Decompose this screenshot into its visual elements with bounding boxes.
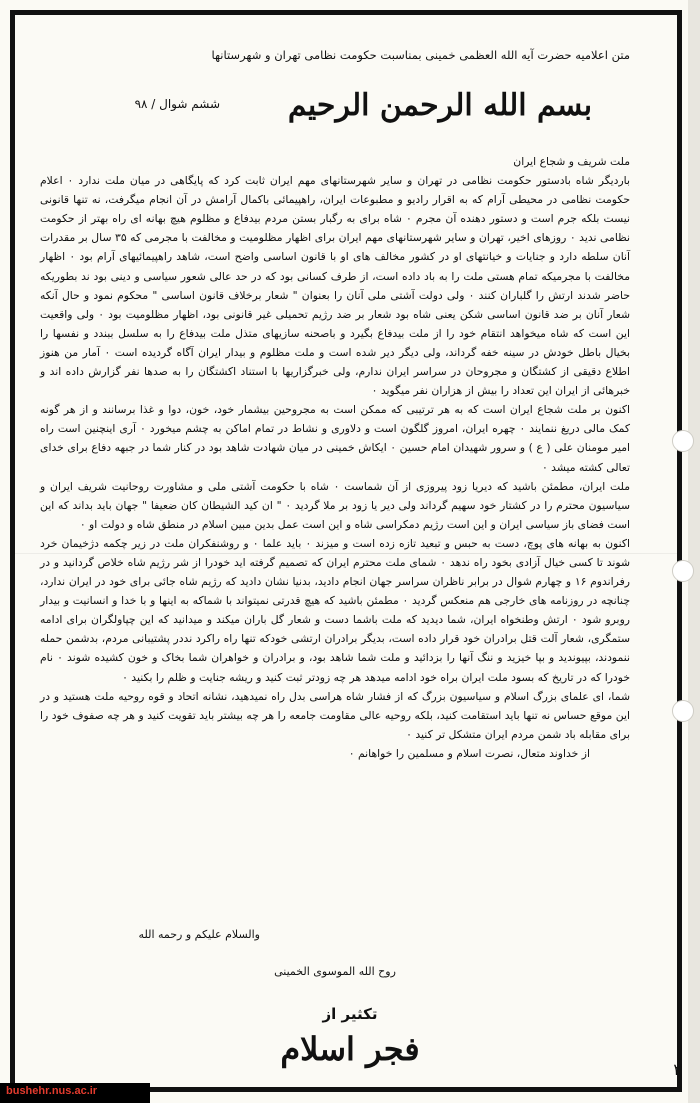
document-header: متن اعلامیه حضرت آیه الله العظمی خمینی بمناسبت حکومت نظامی تهران و شهرستانها (211, 48, 630, 62)
punch-hole (672, 700, 694, 722)
body-paragraph: اکنون به بهانه های پوچ، دست به حبس و تبعید تازه زده است و میزند ۰ باید علما ۰ و روشنفکران ملت در زیر چکمه دژخیمان خرد شوند تا کسی خیال آزادی بخود راه ندهد ۰ شمای ملت محترم ایران که تصمیم گرفته اید خودرا از شر رژیم شاه خلاص گردانید و در رفراندوم ۱۶ و چهارم شوال در برابر ناظران سراسر جهان انجام دادید، بدنیا نشان دادید که رژیم شاه جائی برای خود در ایران ندارد، چنانچه در روزنامه های خارجی هم منعکس گردید ۰ مطمئن باشید که هیچ قدرتی نمیتواند با شماکه به اینها و با خدا و انسانیت و بیدار روبرو شود ۰ ارتش وطنخواه ایران، شما دیدید که ملت باشما دست و شعار گل باران میکند و میدانید که این چپاولگران برای ادامه ستمگری، شعار آلت قتل برادران خود قرار داده است، بدیگر برادران ارتشی خودکه تنها راه راکرد نددر پشتیبانی مردم، بدشمن حمله ننمودند، بپیوندید و بپا خیزید و ننگ آنها را بزدائید و ملت شما شاهد بود، و برادران و خواهران شما بخاک و خون کشیده شوند ۰ نام خودرا که در تاریخ که بسود ملت ایران براه خود ادامه میدهد هر چه زودتر ثبت کنید و ریشه جنایت و ظلم را بکنید ۰ (40, 536, 631, 684)
paragraph-address: ملت شریف و شجاع ایران (513, 155, 630, 168)
document-body (40, 152, 630, 763)
closing-greeting: والسلام علیکم و رحمه الله (138, 928, 260, 941)
watermark-badge (0, 1083, 150, 1103)
body-paragraph: باردیگر شاه بادستور حکومت نظامی در تهران و سایر شهرستانهای مهم ایران ثابت کرد که پایگاهی در میان ملت ندارد ۰ اعلام حکومت نظامی در محیطی آرام که به اقرار رادیو و مطبوعات ایران، راهپیمائی باکمال آرامش در آن انجام میگرفت، نه تنها قانونی نیست بلکه جرم است و دستور دهنده آن مجرم ۰ شاه برای به رگبار بستن مردم بیدفاع و مظلوم هیچ بهانه ای راه بهتر از حکومت نظامی ندید ۰ روزهای اخیر، تهران و سایر شهرستانهای مهم ایران برای اظهار مظلومیت و مخالفت با مجرمی که ۳۵ سال بر مقدرات آنان سلطه دارد و جنایات و خیانتهای او در کشور مخالف های او با قانون اساسی واضح است، شاهد راهپیمائیهای آرام بود ۰ اظهار مخالفت با مجرمیکه تمام هستی ملت را به باد داده است، از طرف کسانی بود که در حد عالی شعور سیاسی و دینی بود ند بطوریکه حاضر شدند ارتش را گلباران کنند ۰ ولی دولت آشتی ملی آنان را بعنوان " شعار برخلاف قانون اساسی " محکوم نمود و حال آنکه شعار آنان بر ضد قانون اساسی شکن یعنی شاه بود شعار بر ضد رژیم تحمیلی غیر قانونی بود، اظهار مظلومیت بود ۰ ولی واقعیت این است که شاه میخواهد انتقام خود را از ملت بیدفاع بگیرد و باصحنه سازیهای متذل ملت بیدفاع را به سلسل ببندد و نفسها را بخیال باطل خودش در سینه خفه گرداند، ولی دیگر دیر شده است و ملت مظلوم و بیدار ایران آگاه گردیده است ۰ آمار من هنوز اطلاع دقیقی از کشتگان و مجروحان در سراسر ایران ندارم، ولی خبرگزاریها با استناد اکشتگان را به صدها نفر گزارش داده اند و خبرهائی از ایران این تعداد را بیش از هزاران نفر میگوید ۰ (40, 174, 631, 398)
signature-name: روح الله الموسوی الخمینی (274, 965, 396, 978)
page-number: ۳ (673, 1060, 682, 1079)
punch-hole (672, 560, 694, 582)
paper-edge (688, 0, 700, 1103)
body-paragraph: شما، ای علمای بزرگ اسلام و سیاسیون بزرگ که از فشار شاه هراسی بدل راه نمیدهید، نشانه اتحاد و قوه روحیه ملت هستید و در این موقع حساس نه تنها باید استقامت کنید، بلکه روحیه عالی مقاومت جامعه را هر چه بیشتر باید تقویت کنید و هر چه صفوف خود را برای مقابله باد شمن مردم ایران متشکل تر کنید ۰ (40, 689, 630, 741)
body-paragraph: ملت ایران، مطمئن باشید که دیریا زود پیروزی از آن شماست ۰ شاه با حکومت آشتی ملی و مشاورت روحانیت شریف ایران و سیاسیون محترم را در کشتار خود سهیم گرداند ولی دیر یا زود بر ملا گردید ۰ " ان کید الشیطان کان ضعیفا " جهان باید بداند که این است فضای باز سیاسی ایران و این است رژیم دمکراسی شاه و این است عمل بدین مبین اسلام در منطق شاه و دولت او ۰ (40, 479, 630, 531)
publisher-name: فجر اسلام (280, 1030, 420, 1068)
body-paragraph: اکنون بر ملت شجاع ایران است که به هر ترتیبی که ممکن است به مجروحین بیشمار خود، خون، دوا و غذا برسانند و از هر گونه کمک مالی دریغ ننمایند ۰ چهره ایران، امروز گلگون است و دلاوری و نشاط در تمام اماکن به چشم میخورد ۰ آری اینچنین است راه امیر مومنان علی ( ع ) و سرور شهیدان امام حسین ۰ ایکاش خمینی در میان شهادت شاهد بود در کنار شما در جبهه دفاع برای خدای تعالی کشته میشد ۰ (40, 403, 630, 474)
watermark-text: bushehr.nus.ac.ir (6, 1085, 98, 1097)
punch-hole (672, 430, 694, 452)
bismillah-heading: بسم الله الرحمن الرحیم (287, 88, 593, 123)
repeat-label: تکثیر از (322, 1005, 378, 1023)
document-date: ششم شوال / ۹۸ (134, 97, 220, 111)
body-paragraph: از خداوند متعال، نصرت اسلام و مسلمین را خواهانم ۰ (348, 746, 590, 760)
